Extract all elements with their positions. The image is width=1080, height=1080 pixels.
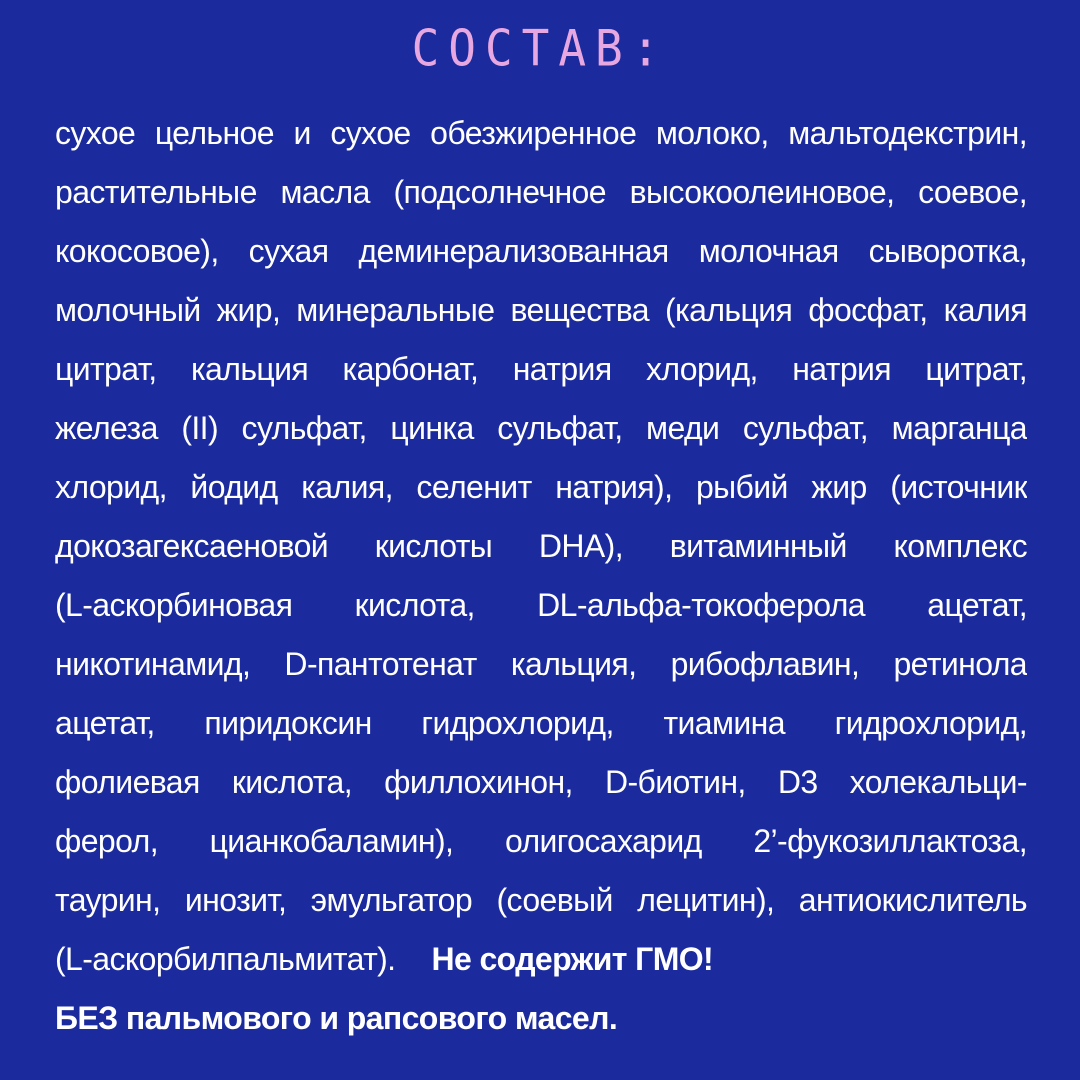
composition-line: (L-аскорбиновая кислота, DL-альфа-токоферола ацетат,: [55, 587, 1027, 623]
no-palm-rapeseed-oil-statement: БЕЗ пальмового и рапсового масел.: [55, 1000, 618, 1036]
composition-line: железа (II) сульфат, цинка сульфат, меди сульфат, марганца: [55, 410, 1027, 446]
composition-line: ацетат, пиридоксин гидрохлорид, тиамина гидрохлорид,: [55, 705, 1027, 741]
composition-line: растительные масла (подсолнечное высокоолеиновое, соевое,: [55, 174, 1027, 210]
composition-line: никотинамид, D-пантотенат кальция, рибофлавин, ретинола: [55, 646, 1027, 682]
composition-line: таурин, инозит, эмульгатор (соевый лецитин), антиокислитель: [55, 882, 1027, 918]
composition-line-end: (L-аскорбилпальмитат).: [55, 941, 396, 977]
composition-line: хлорид, йодид калия, селенит натрия), рыбий жир (источник: [55, 469, 1027, 505]
composition-title: СОСТАВ:: [411, 18, 669, 78]
composition-last-line: [55, 930, 1027, 989]
composition-line: кокосовое), сухая деминерализованная молочная сыворотка,: [55, 233, 1027, 269]
composition-line: фолиевая кислота, филлохинон, D-биотин, D3 холекальци-: [55, 764, 1027, 800]
no-gmo-statement: Не содержит ГМО!: [431, 941, 714, 977]
composition-line: молочный жир, минеральные вещества (кальция фосфат, калия: [55, 292, 1027, 328]
composition-line: ферол, цианкобаламин), олигосахарид 2’-фукозиллактоза,: [55, 823, 1027, 859]
composition-line: цитрат, кальция карбонат, натрия хлорид, натрия цитрат,: [55, 351, 1027, 387]
composition-line: сухое цельное и сухое обезжиренное молоко, мальтодекстрин,: [55, 115, 1027, 151]
composition-line: докозагексаеновой кислоты DHA), витаминный комплекс: [55, 528, 1027, 564]
composition-text: [55, 104, 1027, 1048]
